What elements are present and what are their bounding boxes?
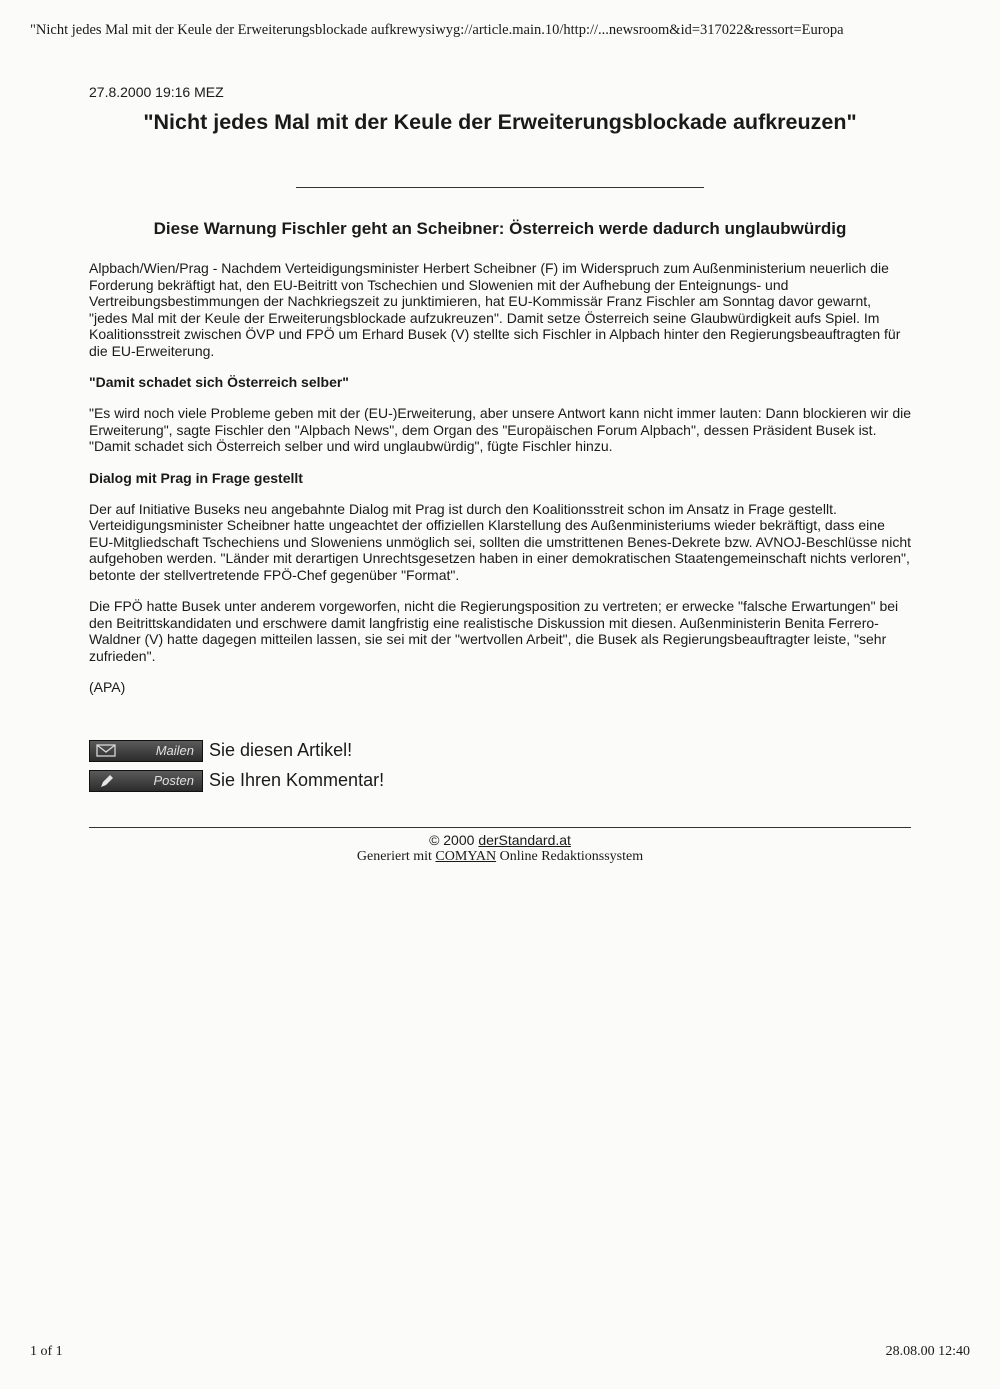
footer-divider [89, 827, 911, 828]
paragraph-fpoe: Die FPÖ hatte Busek unter anderem vorgeworfen, nicht die Regierungsposition zu vertreten; er erwecke "falsche Erwartungen" bei den Beitrittskandidaten und erschwere damit langfristig eine realistische Diskussion mit diesen. Außenministerin Benita Ferrero-Waldner (V) hatte dagegen mitteilen lassen, sie sei mit der "wertvollen Arbeit", die Busek als Regierungsbeauftragter leiste, "sehr zufrieden". [89, 598, 899, 664]
mail-article-button[interactable] [89, 740, 203, 762]
copyright-prefix: © 2000 [429, 831, 479, 848]
print-timestamp: 28.08.00 12:40 [885, 1344, 970, 1359]
generated-line [89, 849, 911, 865]
section-heading-2: Dialog mit Prag in Frage gestellt [89, 469, 303, 486]
article-container [89, 84, 911, 865]
section-heading-1: "Damit schadet sich Österreich selber" [89, 374, 349, 390]
article-actions [89, 740, 911, 792]
mail-article-text: Sie diesen Artikel! [209, 740, 353, 760]
paragraph-intro: Alpbach/Wien/Prag - Nachdem Verteidigungsminister Herbert Scheibner (F) im Widerspruch zum Außenministerium neuerlich die Forderung bekräftigt hat, den EU-Beitritt von Tschechien und Slowenien mit der Aufhebung der Enteignungs- und Vertreibungsbestimmungen der Nachkriegszeit zu junktimieren, hat EU-Kommissär Franz Fischler am Sonntag davor gewarnt, "jedes Mal mit der Keule der Erweiterungsblockade aufzukreuzen". Damit setze Österreich seine Glaubwürdigkeit aufs Spiel. Im Koalitionsstreit zwischen ÖVP und FPÖ um Erhard Busek (V) stellte sich Fischler in Alpbach hinter den Regierungsbeauftragten für die EU-Erweiterung. [89, 260, 901, 359]
article-headline: "Nicht jedes Mal mit der Keule der Erweiterungsblockade aufkreuzen" [143, 110, 857, 134]
article-source: (APA) [89, 679, 126, 695]
headline-divider [296, 187, 704, 188]
post-comment-button[interactable] [89, 770, 203, 792]
post-button-label: Posten [153, 773, 194, 788]
article-date: 27.8.2000 19:16 MEZ [89, 84, 224, 100]
article-body [89, 260, 911, 696]
paragraph-dialog: Der auf Initiative Buseks neu angebahnte Dialog mit Prag ist durch den Koalitionsstreit schon im Ansatz in Frage gestellt. Verteidigungsminister Scheibner hatte ungeachtet der offiziellen Klarstellung des Außenministeriums wieder bekräftigt, dass eine EU-Mitgliedschaft Tschechiens und Sloweniens unmöglich sei, sollten die umstrittenen Benes-Dekrete bzw. AVNOJ-Beschlüsse nicht aufgehoben werden. "Länder mit derartigen Unrechtsgesetzen haben in einer demokratischen Staatengemeinschaft nichts verloren", betonte der stellvertretende FPÖ-Chef gegenüber "Format". [89, 500, 911, 583]
post-comment-text: Sie Ihren Kommentar! [209, 770, 385, 790]
comyan-link[interactable]: COMYAN [435, 848, 497, 864]
generated-suffix: Online Redaktionssystem [496, 848, 644, 864]
copyright-line [89, 832, 911, 848]
article-subheadline: Diese Warnung Fischler geht an Scheibner: Österreich werde dadurch unglaubwürdig [153, 219, 847, 238]
mail-article-row [89, 740, 911, 762]
mail-button-label: Mailen [155, 743, 194, 758]
generated-prefix: Generiert mit [356, 848, 436, 864]
derstandard-link[interactable]: derStandard.at [478, 831, 571, 848]
pen-icon [96, 774, 116, 788]
print-page-number: 1 of 1 [30, 1344, 63, 1359]
paragraph-quote: "Es wird noch viele Probleme geben mit der (EU-)Erweiterung, aber unsere Antwort kann nicht immer lauten: Dann blockieren wir die Erweiterung", sagte Fischler den "Alpbach News", dem Organ des "Europäischen Forum Alpbach", dessen Präsident Busek ist. "Damit schadet sich Österreich selber und wird unglaubwürdig", fügte Fischler hinzu. [89, 405, 912, 454]
print-header-url: "Nicht jedes Mal mit der Keule der Erweiterungsblockade aufkrewysiwyg://article.main.10/http://...newsroom&id=317022&ressort=Europa [30, 22, 844, 38]
envelope-icon [96, 744, 116, 758]
post-comment-row [89, 770, 911, 792]
